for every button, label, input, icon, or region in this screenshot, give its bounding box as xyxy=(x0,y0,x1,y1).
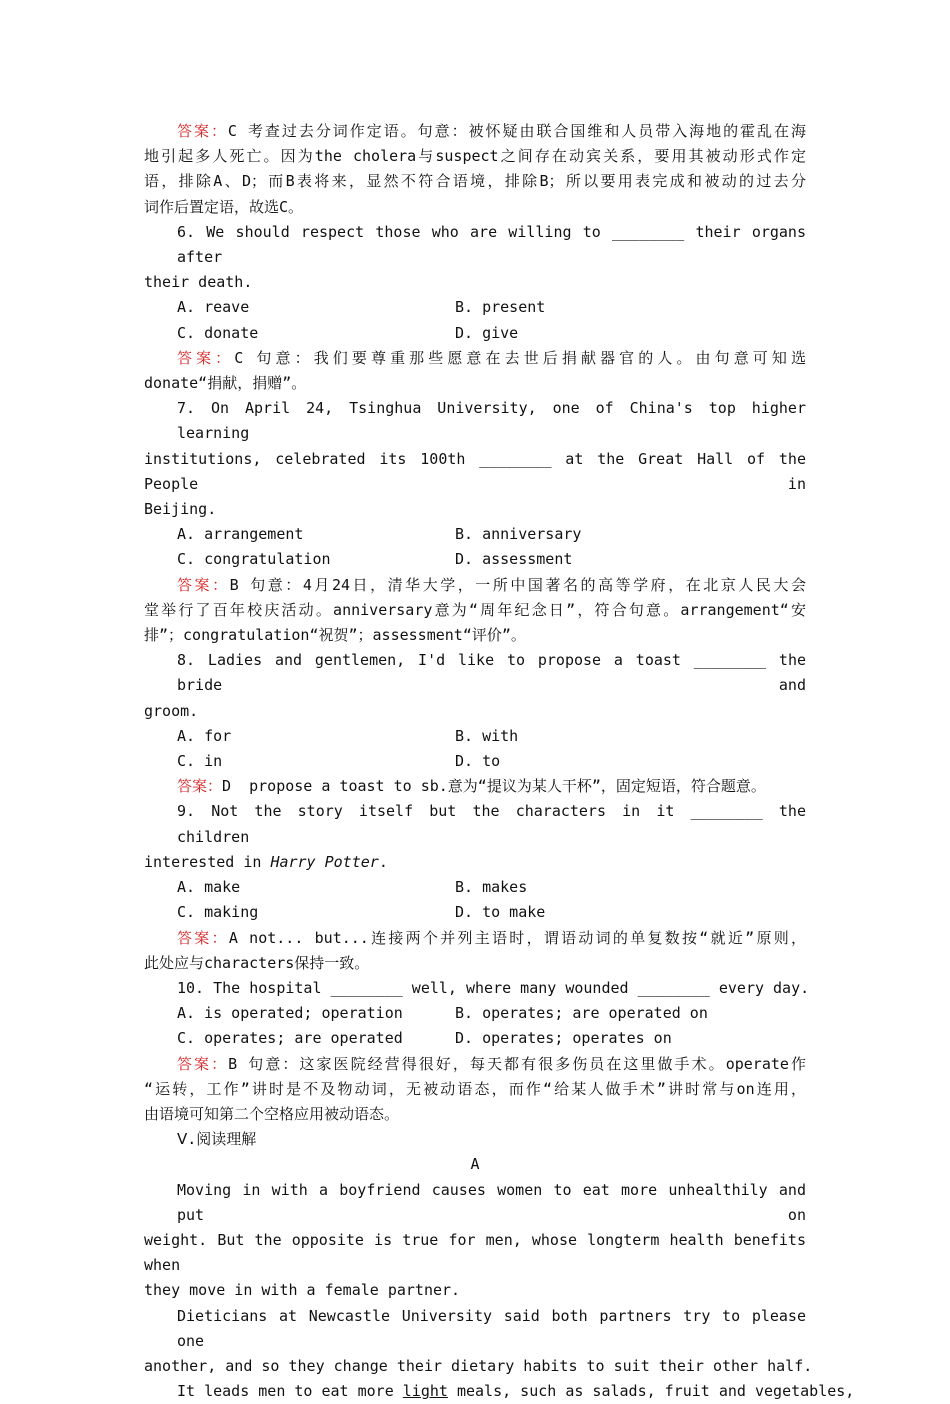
option-a: A. make xyxy=(177,878,241,897)
q7-answer-line-3: 排”；congratulation“祝贺”；assessment“评价”。 xyxy=(144,626,526,645)
q9-stem-line-2: interested in Harry Potter. xyxy=(144,852,388,871)
answer-label: 答案： xyxy=(177,575,230,594)
passage-p2-line-1: Dieticians at Newcastle University said both partners try to please one xyxy=(177,1306,806,1350)
section-title: Ⅴ.阅读理解 xyxy=(177,1130,257,1149)
passage-p1-line-2: weight. But the opposite is true for men, whose longterm health benefits when xyxy=(144,1230,806,1275)
option-a: A. reave xyxy=(177,298,250,317)
q9-options-row-1 xyxy=(144,875,806,900)
q7-answer-line-1: 答案：B 句意：4月24日，清华大学，一所中国著名的高等学府，在北京人民大会 xyxy=(177,575,806,594)
q10-answer-line-2: “运转，工作”讲时是不及物动词，无被动语态，而作“给某人做手术”讲时常与on连用， xyxy=(144,1079,806,1098)
passage-p3-line-1: It leads men to eat more light meals, such as salads, fruit and vegetables, xyxy=(177,1382,855,1401)
answer-label: 答案： xyxy=(177,928,229,947)
answer-label: 答案： xyxy=(177,1054,229,1073)
document-page xyxy=(144,119,855,1404)
option-a: A. for xyxy=(177,726,232,745)
option-b: B. present xyxy=(455,298,546,317)
option-d: D. assessment xyxy=(455,550,573,569)
q7-stem-line-1: 7. On April 24, Tsinghua University, one of China's top higher learning xyxy=(177,399,806,443)
option-b: B. anniversary xyxy=(455,525,582,544)
option-b: B. operates; are operated on xyxy=(455,1004,708,1023)
option-c: C. making xyxy=(177,903,259,922)
q6-stem-line-1: 6. We should respect those who are willing to ________ their organs after xyxy=(177,222,806,267)
passage-p1-line-1: Moving in with a boyfriend causes women to eat more unhealthily and put on xyxy=(177,1180,806,1224)
q5-answer-line-3: 语，排除A、D；而B表将来，显然不符合语境，排除B；所以要用表完成和被动的过去分 xyxy=(144,172,806,191)
option-b: B. makes xyxy=(455,878,528,897)
q7-stem-line-3: Beijing. xyxy=(144,500,217,519)
option-d: D. to xyxy=(455,752,501,771)
q8-stem-line-2: groom. xyxy=(144,701,199,720)
q6-answer-line-2: donate“捐献，捐赠”。 xyxy=(144,374,307,393)
q8-options-row-1 xyxy=(144,724,806,749)
option-a: A. arrangement xyxy=(177,525,304,544)
q5-answer-line-2: 地引起多人死亡。因为the cholera与suspect之间存在动宾关系，要用其被动形式作定 xyxy=(144,147,806,166)
answer-label: 答案： xyxy=(177,777,223,796)
q10-options-row-1 xyxy=(144,1001,806,1026)
q7-stem-line-2: institutions, celebrated its 100th ________ at the Great Hall of the People in xyxy=(144,449,806,493)
q10-answer-line-1: 答案：B 句意：这家医院经营得很好，每天都有很多伤员在这里做手术。operate作 xyxy=(177,1054,806,1073)
q7-options-row-2 xyxy=(144,547,806,572)
q8-options-row-2 xyxy=(144,749,806,774)
option-d: D. operates; operates on xyxy=(455,1029,672,1048)
q10-answer-line-3: 由语境可知第二个空格应用被动语态。 xyxy=(144,1104,400,1123)
book-title: Harry Potter xyxy=(270,852,379,871)
option-c: C. in xyxy=(177,752,223,771)
q8-stem-line-1: 8. Ladies and gentlemen, I'd like to propose a toast ________ the bride and xyxy=(177,651,806,695)
q9-answer-line-1: 答案：A not... but...连接两个并列主语时，谓语动词的单复数按“就近”原则， xyxy=(177,928,806,947)
answer-label: 答案： xyxy=(177,122,228,140)
q7-answer-line-2: 堂举行了百年校庆活动。anniversary意为“周年纪念日”，符合句意。arrangement“安 xyxy=(144,600,806,619)
q9-options-row-2 xyxy=(144,900,806,925)
q6-options-row-1 xyxy=(144,295,806,320)
passage-p2-line-2: another, and so they change their dietary habits to suit their other half. xyxy=(144,1356,813,1375)
q5-answer-line-4: 词作后置定语，故选C。 xyxy=(144,197,304,216)
q10-stem-line-1: 10. The hospital ________ well, where many wounded ________ every day. xyxy=(177,978,810,997)
q9-stem-line-1: 9. Not the story itself but the characters in it ________ the children xyxy=(177,802,806,846)
q6-answer-line-1: 答案：C 句意：我们要尊重那些愿意在去世后捐献器官的人。由句意可知选 xyxy=(177,348,806,367)
option-c: C. donate xyxy=(177,323,259,342)
underlined-word: light xyxy=(402,1382,448,1401)
option-c: C. operates; are operated xyxy=(177,1029,403,1048)
q8-answer-line-1: 答案：D propose a toast to sb.意为“提议为某人干杯”，固定短语，符合题意。 xyxy=(177,777,766,796)
passage-p1-line-3: they move in with a female partner. xyxy=(144,1281,461,1300)
q6-options-row-2 xyxy=(144,321,806,346)
option-d: D. give xyxy=(455,323,519,342)
option-a: A. is operated; operation xyxy=(177,1004,403,1023)
q5-answer-line-1: 答案：C 考查过去分词作定语。句意：被怀疑由联合国维和人员带入海地的霍乱在海 xyxy=(177,122,806,140)
answer-label: 答案： xyxy=(177,348,235,367)
q10-options-row-2 xyxy=(144,1026,806,1051)
q9-answer-line-2: 此处应与characters保持一致。 xyxy=(144,953,370,972)
passage-heading: A xyxy=(470,1155,480,1174)
option-d: D. to make xyxy=(455,903,546,922)
option-b: B. with xyxy=(455,726,519,745)
q6-stem-line-2: their death. xyxy=(144,273,253,292)
q7-options-row-1 xyxy=(144,522,806,547)
option-c: C. congratulation xyxy=(177,550,331,569)
